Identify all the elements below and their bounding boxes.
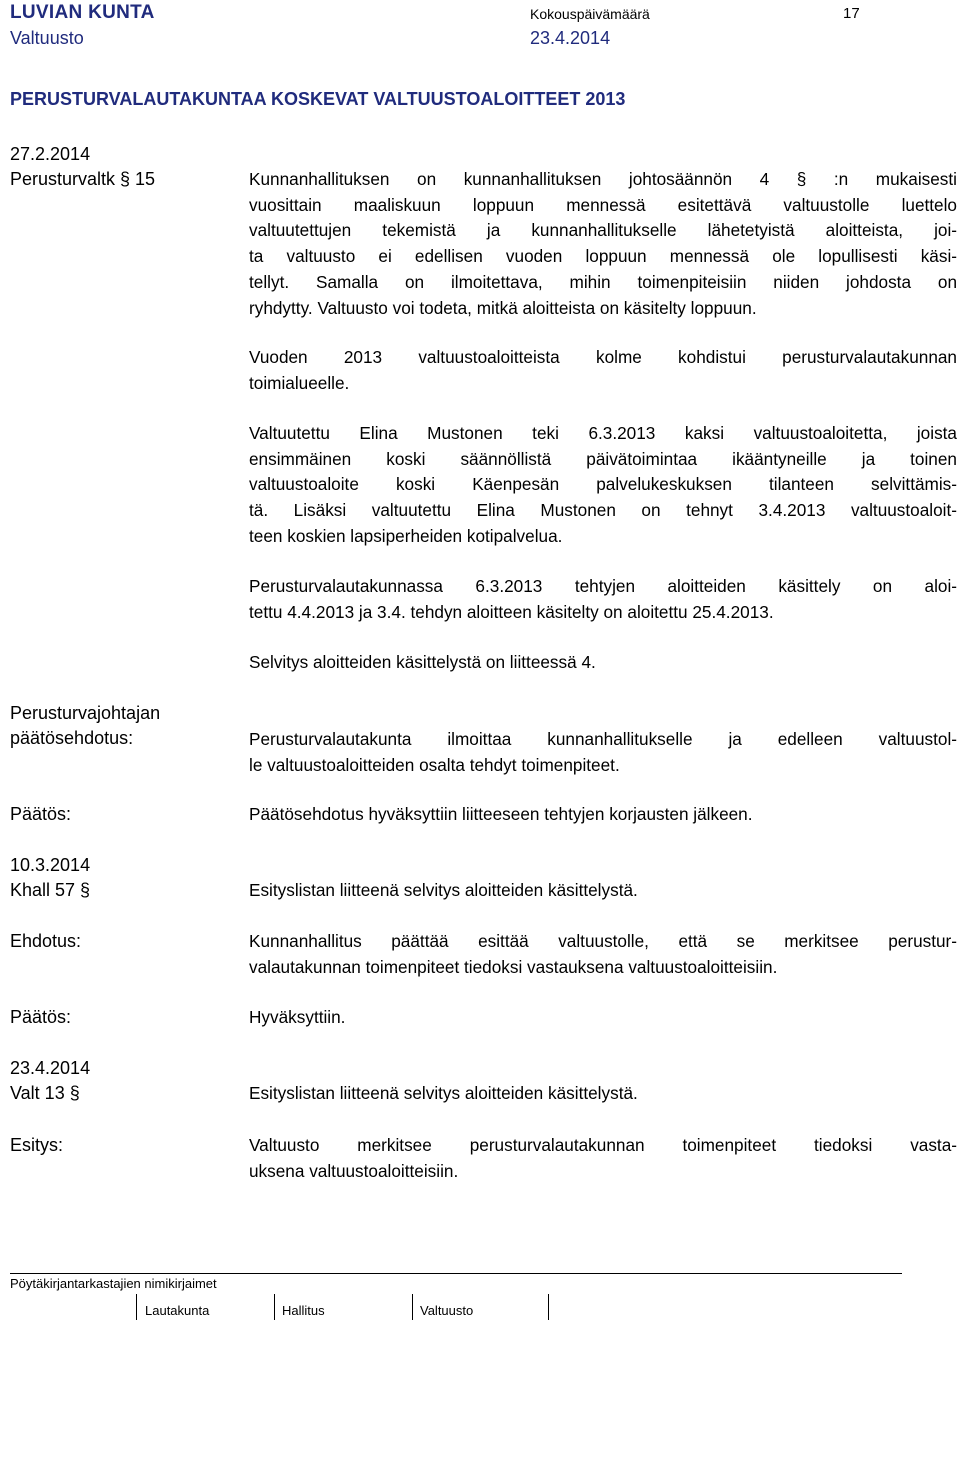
footer-col-valtuusto: Valtuusto: [420, 1303, 474, 1318]
handling-date-1: 27.2.2014: [10, 144, 91, 164]
paragraph-line: valtuutettujen tekemistä ja kunnanhallitukselle lähetetyistä aloitteista, joi-: [249, 220, 957, 241]
board-proposal-paragraph: [249, 929, 957, 980]
paragraph-line: Vuoden 2013 valtuustoaloitteista kolme kohdistui perusturvalautakunnan: [249, 347, 957, 367]
decision-label-1: Päätös:: [10, 804, 72, 824]
paragraph-line: Kunnanhallitus päättää esittää valtuustolle, että se merkitsee perustur-: [249, 931, 957, 951]
paragraph-line: valautakunnan toimenpiteet tiedoksi vastauksena valtuustoaloitteisiin.: [249, 956, 778, 977]
paragraph-line: le valtuustoaloitteiden osalta tehdyt toimenpiteet.: [249, 754, 620, 775]
proposal-label-line-1: Perusturvajohtajan: [10, 703, 161, 723]
paragraph-line: Selvitys aloitteiden käsittelystä on liitteessä 4.: [249, 652, 596, 672]
paragraph-line: tä. Lisäksi valtuutettu Elina Mustonen on tehnyt 3.4.2013 valtuustoaloit-: [249, 500, 957, 521]
paragraph-line: uksena valtuustoaloitteisiin.: [249, 1160, 459, 1181]
paragraph-line: Hyväksyttiin.: [249, 1007, 346, 1027]
attachment-3-text: [249, 1081, 957, 1107]
paragraph-line: vuosittain maaliskuun loppuun mennessä esitettävä valtuustolle luettelo: [249, 194, 957, 215]
paragraph-line: Esityslistan liitteenä selvitys aloitteiden käsittelystä.: [249, 1083, 638, 1103]
attachment-2-text: [249, 878, 957, 904]
decision-1-text: [249, 802, 957, 828]
decision-label-2: Päätös:: [10, 1007, 72, 1027]
paragraph-line: tettu 4.4.2013 ja 3.4. tehdyn aloitteen käsitelty on aloitettu 25.4.2013.: [249, 601, 774, 622]
committee-handling-paragraph: [249, 574, 957, 625]
footer-col-lautakunta: Lautakunta: [145, 1303, 210, 1318]
paragraph-line: Perusturvalautakunnassa 6.3.2013 tehtyjen aloitteiden käsittely on aloi-: [249, 576, 957, 596]
intro-paragraph: [249, 167, 957, 321]
paragraph-line: Valtuusto merkitsee perusturvalautakunnan toimenpiteet tiedoksi vasta-: [249, 1135, 957, 1155]
paragraph-line: ta valtuusto ei edellisen vuoden loppuun mennessä ole lopullisesti käsi-: [249, 246, 957, 267]
meeting-date: 23.4.2014: [530, 28, 611, 48]
footer-divider: [10, 1273, 902, 1274]
page-number: 17: [843, 5, 860, 22]
paragraph-line: Päätösehdotus hyväksyttiin liitteeseen tehtyjen korjausten jälkeen.: [249, 804, 753, 824]
page-title: PERUSTURVALAUTAKUNTAA KOSKEVAT VALTUUSTOALOITTEET 2013: [10, 89, 626, 109]
council-proposal-paragraph: [249, 1133, 957, 1184]
paragraph-line: teen koskien lapsiperheiden kotipalvelua.: [249, 525, 563, 546]
initiatives-detail-paragraph: [249, 421, 957, 550]
attachment-note-paragraph: [249, 650, 957, 676]
director-proposal-paragraph: [249, 727, 957, 778]
reference-khall: Khall 57 §: [10, 880, 91, 900]
handling-date-2: 10.3.2014: [10, 855, 91, 875]
paragraph-line: tellyt. Samalla on ilmoitettava, mihin toimenpiteisiin niiden johdosta on: [249, 271, 957, 292]
organization-name: LUVIAN KUNTA: [10, 2, 155, 23]
paragraph-line: Perusturvalautakunta ilmoittaa kunnanhallitukselle ja edelleen valtuustol-: [249, 729, 957, 749]
paragraph-line: Esityslistan liitteenä selvitys aloitteiden käsittelystä.: [249, 880, 638, 900]
paragraph-line: toimialueelle.: [249, 372, 350, 393]
footer-title: Pöytäkirjantarkastajien nimikirjaimet: [10, 1276, 217, 1291]
decision-2-text: [249, 1005, 957, 1031]
meeting-date-label: Kokouspäivämäärä: [530, 6, 650, 22]
paragraph-line: ensimmäinen koski säännöllistä päivätoimintaa ikääntyneille ja toinen: [249, 448, 957, 469]
paragraph-line: ryhdytty. Valtuusto voi todeta, mitkä aloitteista on käsitelty loppuun.: [249, 297, 757, 318]
signature-divider: [274, 1294, 275, 1320]
initiatives-count-paragraph: [249, 345, 957, 396]
signature-divider: [136, 1294, 137, 1320]
signature-divider: [548, 1294, 549, 1320]
paragraph-line: Valtuutettu Elina Mustonen teki 6.3.2013 kaksi valtuustoaloitetta, joista: [249, 423, 957, 443]
proposal-label-esitys: Esitys:: [10, 1135, 64, 1155]
meeting-body: Valtuusto: [10, 28, 84, 48]
handling-date-3: 23.4.2014: [10, 1058, 91, 1078]
paragraph-line: Kunnanhallituksen on kunnanhallituksen johtosäännön 4 § :n mukaisesti: [249, 169, 957, 189]
paragraph-line: valtuustoaloite koski Käenpesän palvelukeskuksen tilanteen selvittämis-: [249, 474, 957, 495]
reference-perusturvaltk: Perusturvaltk § 15: [10, 169, 156, 189]
signature-divider: [412, 1294, 413, 1320]
footer-col-hallitus: Hallitus: [282, 1303, 325, 1318]
proposal-label-line-2: päätösehdotus:: [10, 728, 134, 748]
reference-valt: Valt 13 §: [10, 1083, 80, 1103]
proposal-label-ehdotus: Ehdotus:: [10, 931, 82, 951]
